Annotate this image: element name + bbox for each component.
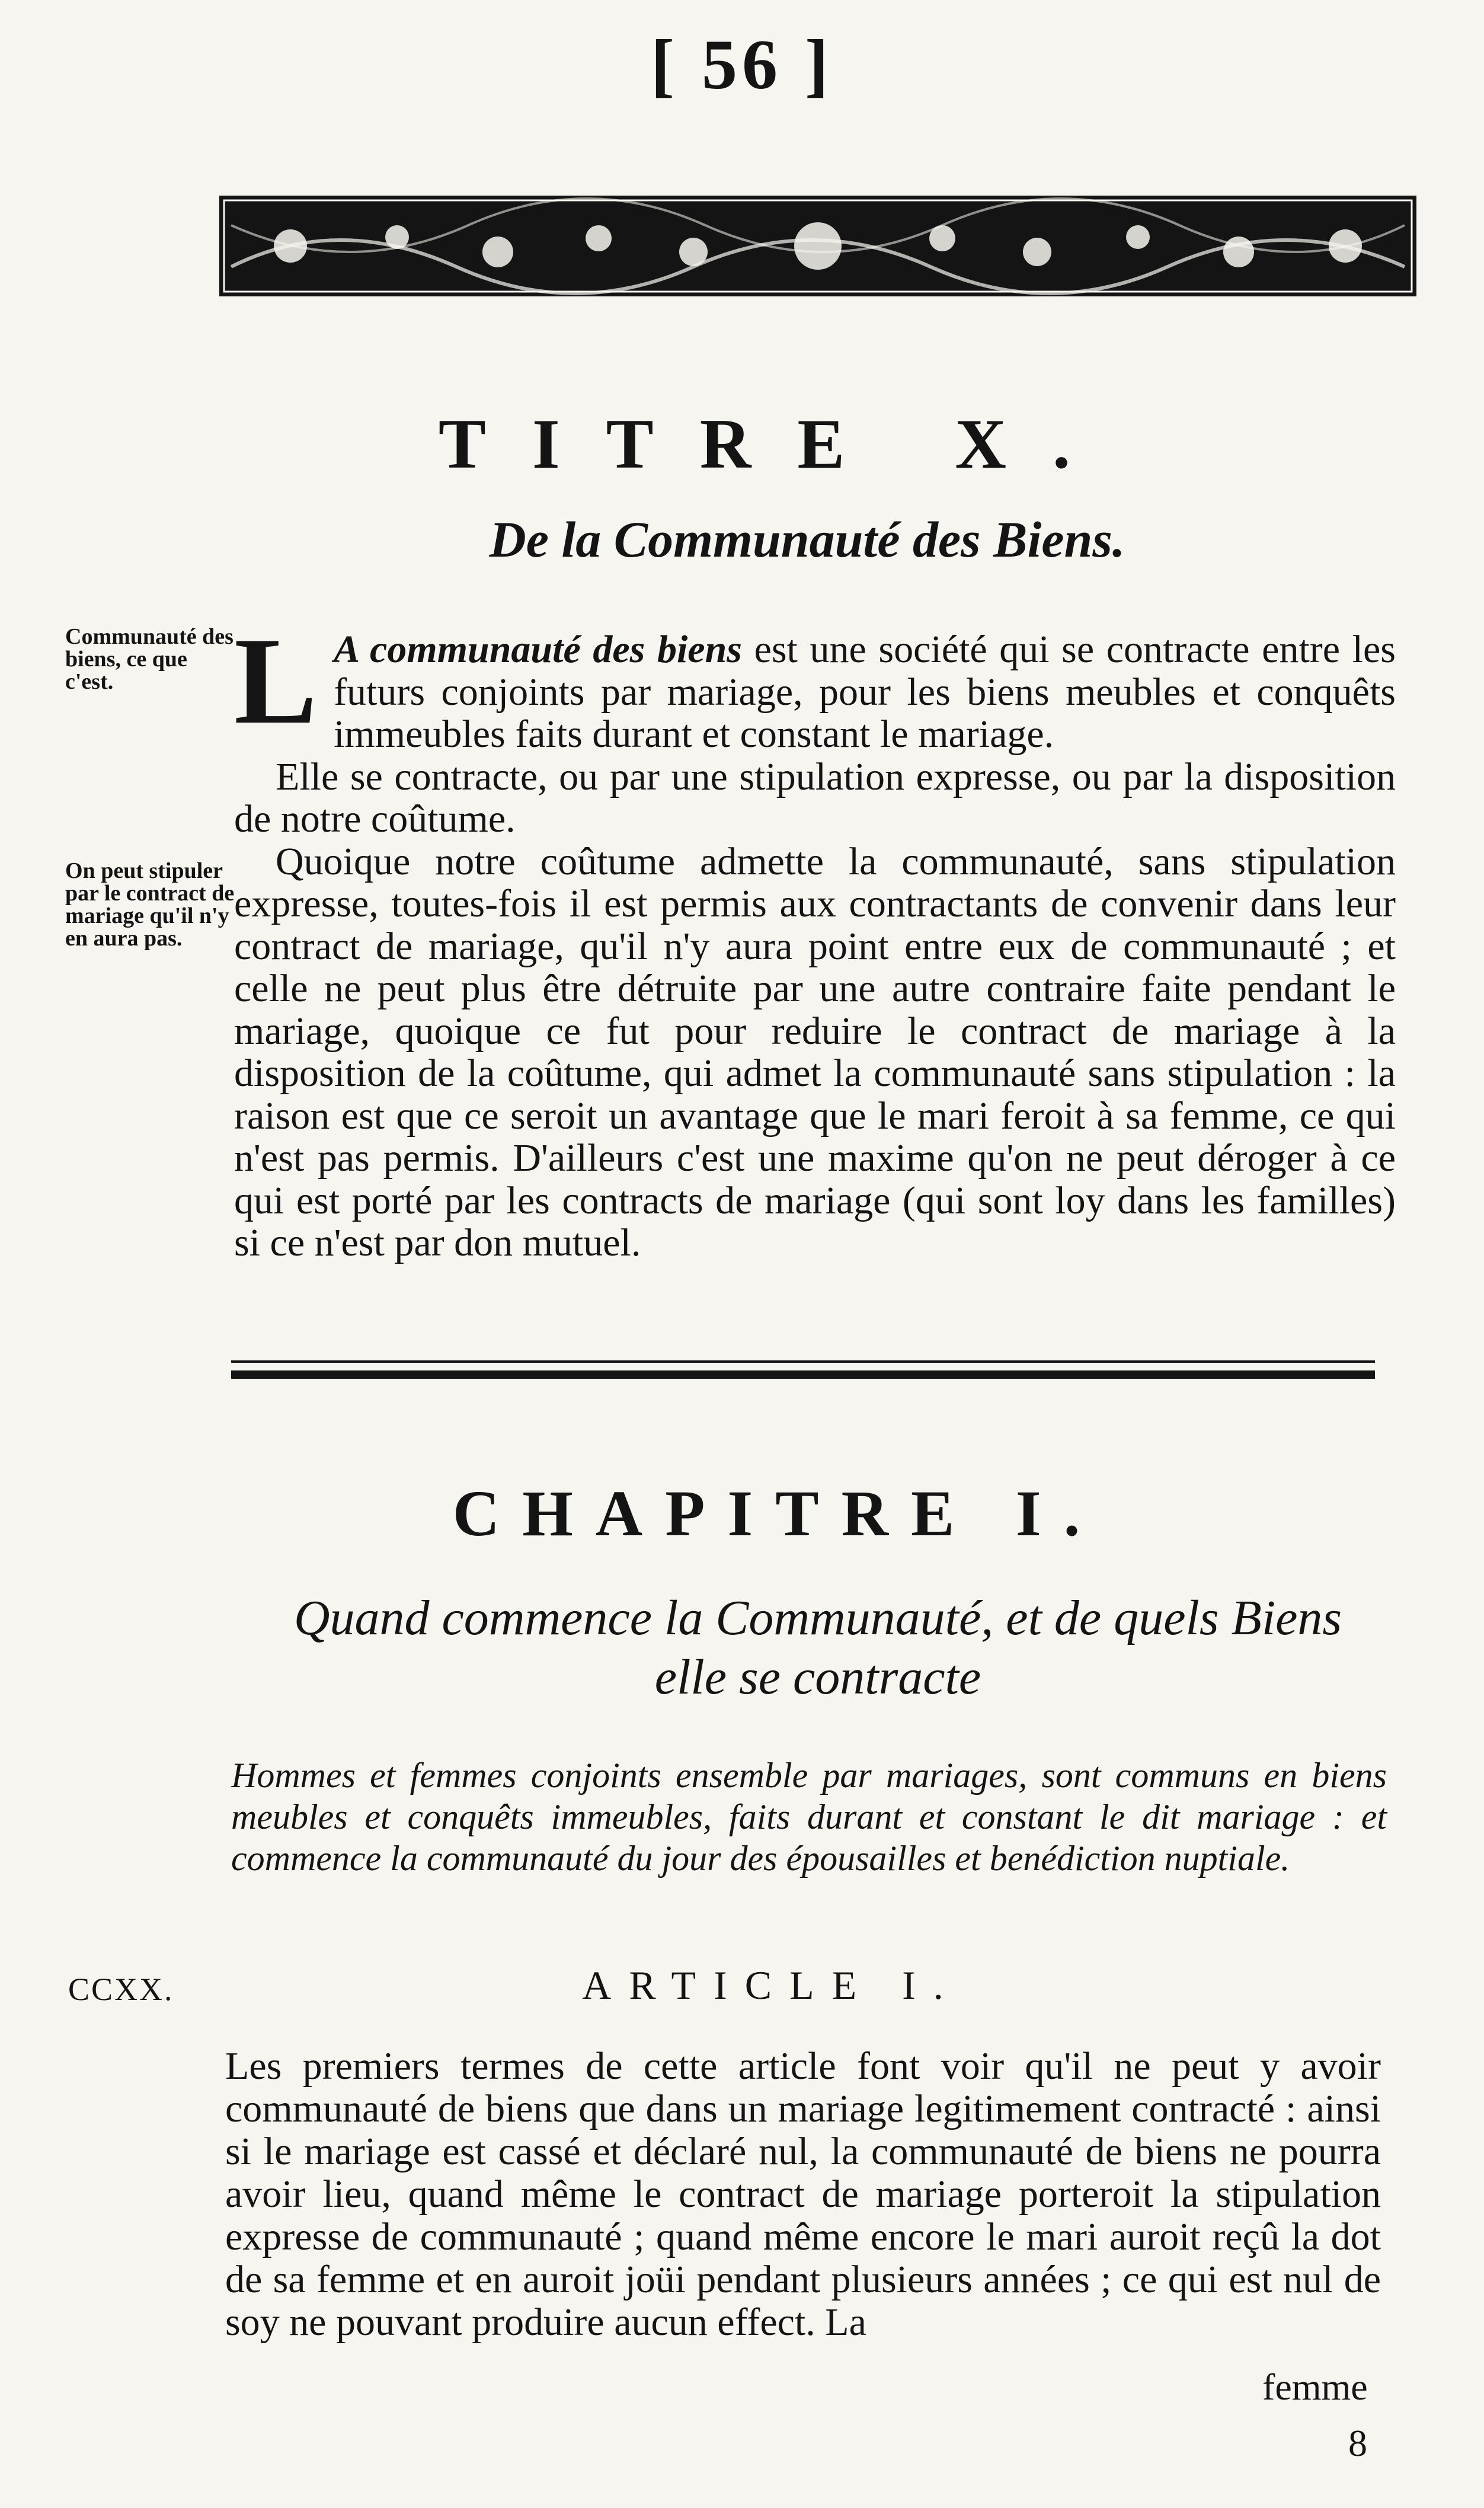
intro-paragraph-2: Elle se contracte, ou par une stipulation expresse, ou par la disposition de notre coûtume. [234, 755, 1396, 841]
divider-thin [231, 1360, 1375, 1363]
intro-text [234, 612, 1396, 1264]
catchword: femme [1262, 2366, 1368, 2408]
drop-cap: L [234, 612, 318, 750]
decorative-headpiece [219, 196, 1416, 296]
article-reference: CCXX. [68, 1972, 174, 2007]
article-heading: ARTICLE I. [582, 1963, 961, 2008]
page-number: [ 56 ] [651, 25, 833, 104]
chapter-heading: CHAPITRE I. [452, 1477, 1103, 1549]
signature-mark: 8 [1348, 2422, 1367, 2464]
commentary-paragraph: Les premiers termes de cette article font voir qu'il ne peut y avoir communauté de biens que dans un mariage legitimement contracté : ainsi si le mariage est cassé et déclaré nul, la communauté de biens ne pourra avoir lieu, quand même le contract de mariage porteroit la stipulation expresse de communauté ; quand même encore le mari auroit reçû la dot de sa femme et en auroit joüi pendant plusieurs années ; ce qui est nul de soy ne pouvant produire aucun effect. La [225, 2044, 1381, 2344]
section-title: TITRE X. [438, 404, 1117, 483]
intro-paragraph-1: est une société qui se contracte entre les futurs conjoints par mariage, pour les biens meubles et conquêts immeubles faits durant et constant le mariage. [334, 628, 1396, 756]
margin-note-definition: Communauté des biens, ce que c'est. [65, 624, 234, 694]
intro-paragraph-3: Quoique notre coûtume admette la communauté, sans stipulation expresse, toutes-fois il est permis aux contractants de convenir dans leur contract de mariage, qu'il n'y aura point entre eux de communauté ; et celle ne peut plus être détruite par une autre contraire faite pendant le mariage, quoique ce fut pour reduire le contract de mariage à la disposition de la coûtume, qui admet la communauté sans stipulation : la raison est que ce seroit un avantage que le mari feroit à sa femme, ce qui n'est pas permis. D'ailleurs c'est une maxime qu'on ne peut déroger à ce qui est porté par les contracts de mariage (qui sont loy dans les familles) si ce n'est par don mutuel. [234, 839, 1396, 1264]
lead-phrase: A communauté des biens [334, 628, 742, 671]
margin-note-stipulation: On peut stipuler par le contract de mariage qu'il n'y en aura pas. [65, 858, 235, 951]
divider-thick [231, 1370, 1375, 1379]
custom-article-text: Hommes et femmes conjoints ensemble par mariages, sont communs en biens meubles et conquêts immeubles, faits durant et constant le dit mariage : et commence la communauté du jour des épousailles et benédiction nuptiale. [231, 1756, 1387, 1878]
section-subtitle: De la Communauté des Biens. [489, 511, 1125, 568]
chapter-title: Quand commence la Communauté, et de quels Biens elle se contracte [293, 1590, 1342, 1705]
